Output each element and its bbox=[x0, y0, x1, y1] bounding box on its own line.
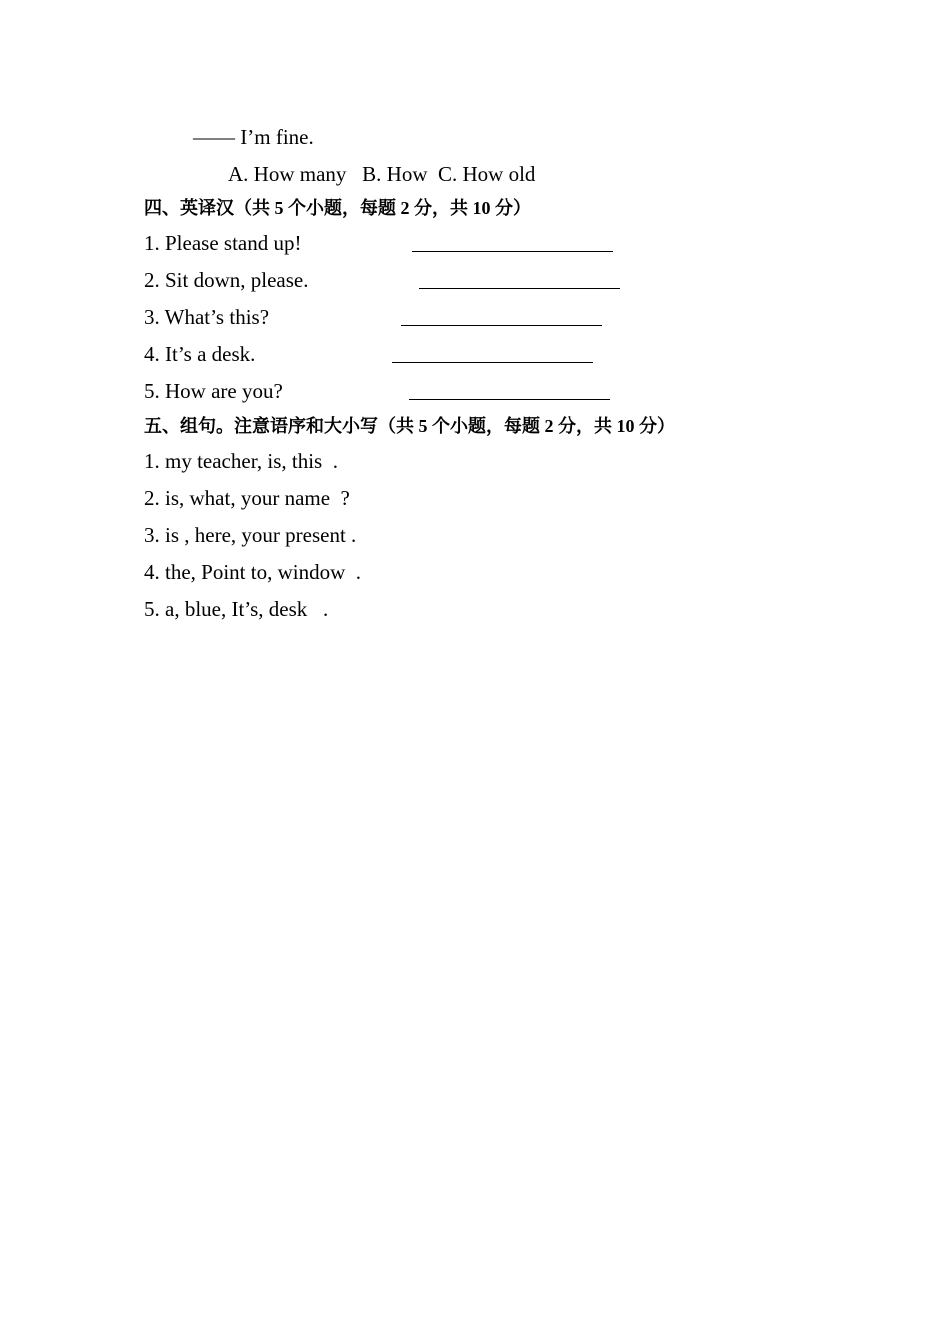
answer-blank-5 bbox=[409, 399, 610, 400]
answer-line: —— I’m fine. bbox=[193, 125, 314, 149]
section5-item-5: 5. a, blue, It’s, desk . bbox=[144, 597, 329, 621]
section5-item-1: 1. my teacher, is, this . bbox=[144, 449, 338, 473]
answer-blank-4 bbox=[392, 362, 593, 363]
section4-item-5: 5. How are you? bbox=[144, 379, 283, 403]
section4-item-3: 3. What’s this? bbox=[144, 305, 270, 329]
section5-heading: 五、组句。注意语序和大小写（共 5 个小题，每题 2 分，共 10 分） bbox=[144, 416, 675, 436]
section4-item-1: 1. Please stand up! bbox=[144, 231, 302, 255]
section4-item-4: 4. It’s a desk. bbox=[144, 342, 256, 366]
answer-blank-2 bbox=[419, 288, 620, 289]
section4-heading: 四、英译汉（共 5 个小题，每题 2 分，共 10 分） bbox=[144, 198, 531, 218]
section5-item-2: 2. is, what, your name ? bbox=[144, 486, 350, 510]
answer-options: A. How many B. How C. How old bbox=[228, 162, 536, 186]
answer-blank-3 bbox=[401, 325, 602, 326]
answer-blank-1 bbox=[412, 251, 613, 252]
section4-item-2: 2. Sit down, please. bbox=[144, 268, 309, 292]
section5-item-4: 4. the, Point to, window . bbox=[144, 560, 362, 584]
section5-item-3: 3. is , here, your present . bbox=[144, 523, 357, 547]
